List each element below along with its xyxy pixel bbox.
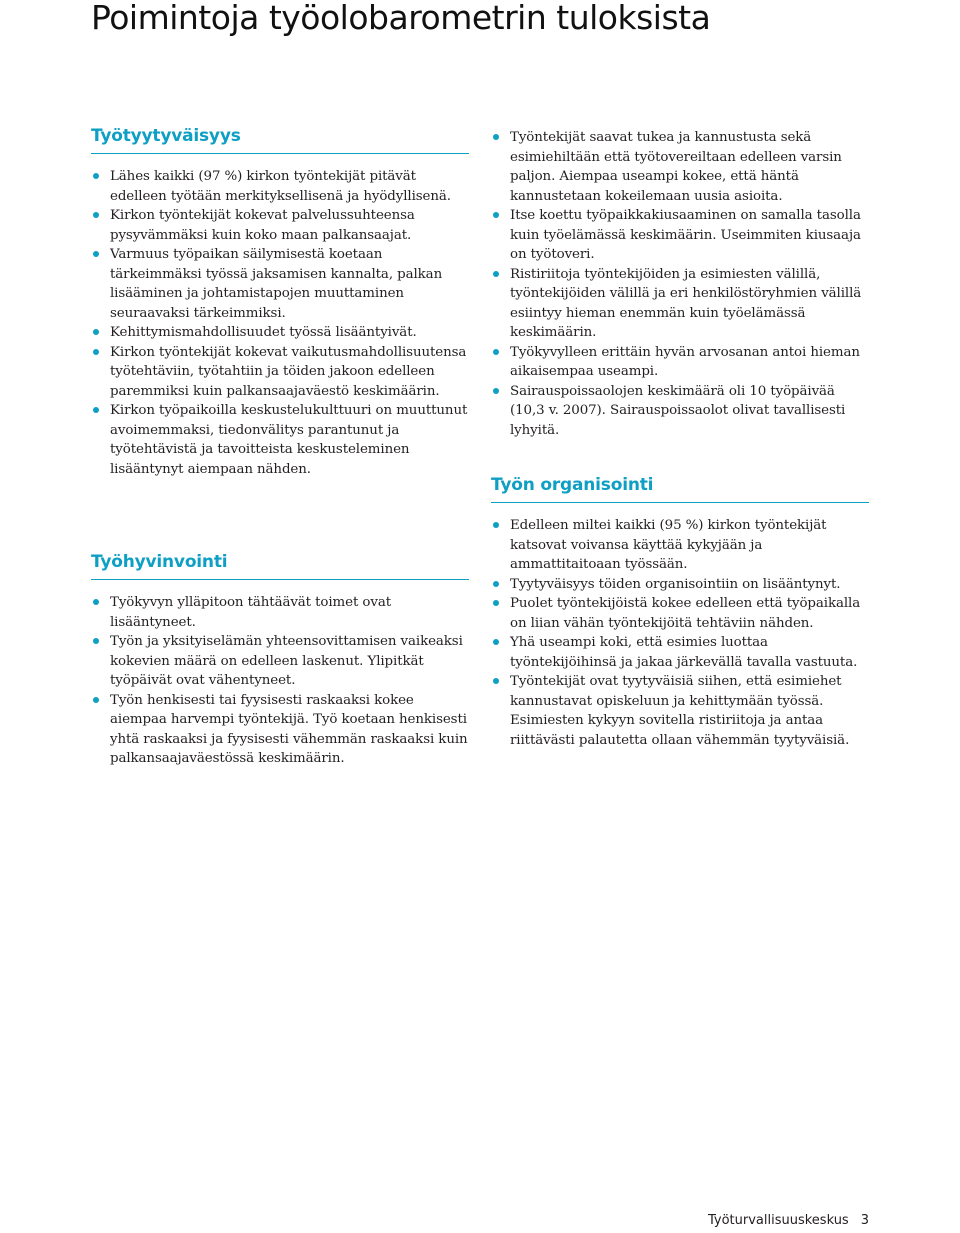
bullet-list bbox=[491, 516, 869, 750]
publisher-name: Työturvallisuuskeskus bbox=[707, 1213, 849, 1228]
list-item: Työkyvyn ylläpitoon tähtäävät toimet ovat lisääntyneet. bbox=[91, 593, 469, 632]
list-item: Yhä useampi koki, että esimies luottaa työntekijöihinsä ja jakaa järkevällä tavalla vastuuta. bbox=[491, 633, 869, 672]
list-item: Kirkon työpaikoilla keskustelukulttuuri on muuttunut avoimemmaksi, tiedonvälitys parantunut ja työtehtävistä ja tavoitteista keskusteleminen lisääntynyt aiempaan nähden. bbox=[91, 401, 469, 479]
bullet-list bbox=[91, 167, 469, 479]
section-heading: Työtyytyväisyys bbox=[91, 121, 469, 154]
list-item: Kehittymismahdollisuudet työssä lisääntyivät. bbox=[91, 323, 469, 343]
list-item: Itse koettu työpaikkakiusaaminen on samalla tasolla kuin työelämässä keskimäärin. Useimmiten kiusaaja on työtoveri. bbox=[491, 206, 869, 265]
list-item: Tyytyväisyys töiden organisointiin on lisääntynyt. bbox=[491, 575, 869, 595]
list-item: Edelleen miltei kaikki (95 %) kirkon työntekijät katsovat voivansa käyttää kykyjään ja ammattitaitoaan työssään. bbox=[491, 516, 869, 575]
section-heading: Työhyvinvointi bbox=[91, 547, 469, 580]
list-item: Työkyvylleen erittäin hyvän arvosanan antoi hieman aikaisempaa useampi. bbox=[491, 343, 869, 382]
page-footer bbox=[708, 1213, 869, 1228]
list-item: Puolet työntekijöistä kokee edelleen että työpaikalla on liian vähän työntekijöitä tehtäviin nähden. bbox=[491, 594, 869, 633]
section-continued bbox=[491, 128, 869, 440]
list-item: Työntekijät saavat tukea ja kannustusta sekä esimiehiltään että työtovereiltaan edelleen varsin paljon. Aiempaa useampi kokee, että häntä kannustetaan kokeilemaan uusia asioita. bbox=[491, 128, 869, 206]
list-item: Työn henkisesti tai fyysisesti raskaaksi kokee aiempaa harvempi työntekijä. Työ koetaan henkisesti yhtä raskaaksi ja fyysisesti vähemmän raskaaksi kuin palkansaajaväestössä keskimäärin. bbox=[91, 691, 469, 769]
list-item: Kirkon työntekijät kokevat palvelussuhteensa pysyvämmäksi kuin koko maan palkansaajat. bbox=[91, 206, 469, 245]
section-tyohyvinvointi bbox=[91, 547, 469, 769]
bullet-list bbox=[491, 128, 869, 440]
list-item: Kirkon työntekijät kokevat vaikutusmahdollisuutensa työtehtäviin, työtahtiin ja töiden jakoon edelleen paremmiksi kuin palkansaajaväestö keskimäärin. bbox=[91, 343, 469, 402]
section-heading: Työn organisointi bbox=[491, 470, 869, 503]
page-title: Poimintoja työolobarometrin tuloksista bbox=[91, 0, 711, 37]
section-tyotyytyvaisyys bbox=[91, 121, 469, 479]
list-item: Varmuus työpaikan säilymisestä koetaan tärkeimmäksi työssä jaksamisen kannalta, palkan lisääminen ja johtamistapojen muuttaminen seuraavaksi tärkeimmiksi. bbox=[91, 245, 469, 323]
list-item: Työntekijät ovat tyytyväisiä siihen, että esimiehet kannustavat opiskeluun ja kehittymään työssä. Esimiesten kykyyn sovitella ristiriitoja ja antaa riittävästi palautetta ollaan vähemmän tyytyväisiä. bbox=[491, 672, 869, 750]
list-item: Sairauspoissaolojen keskimäärä oli 10 työpäivää (10,3 v. 2007). Sairauspoissaolot olivat tavallisesti lyhyitä. bbox=[491, 382, 869, 441]
bullet-list bbox=[91, 593, 469, 769]
section-tyon-organisointi bbox=[491, 470, 869, 750]
list-item: Lähes kaikki (97 %) kirkon työntekijät pitävät edelleen työtään merkityksellisenä ja hyödyllisenä. bbox=[91, 167, 469, 206]
list-item: Ristiriitoja työntekijöiden ja esimiesten välillä, työntekijöiden välillä ja eri henkilöstöryhmien välillä esiintyy hieman enemmän kuin työelämässä keskimäärin. bbox=[491, 265, 869, 343]
list-item: Työn ja yksityiselämän yhteensovittamisen vaikeaksi kokevien määrä on edelleen laskenut. Ylipitkät työpäivät ovat vähentyneet. bbox=[91, 632, 469, 691]
page-number: 3 bbox=[860, 1213, 869, 1228]
